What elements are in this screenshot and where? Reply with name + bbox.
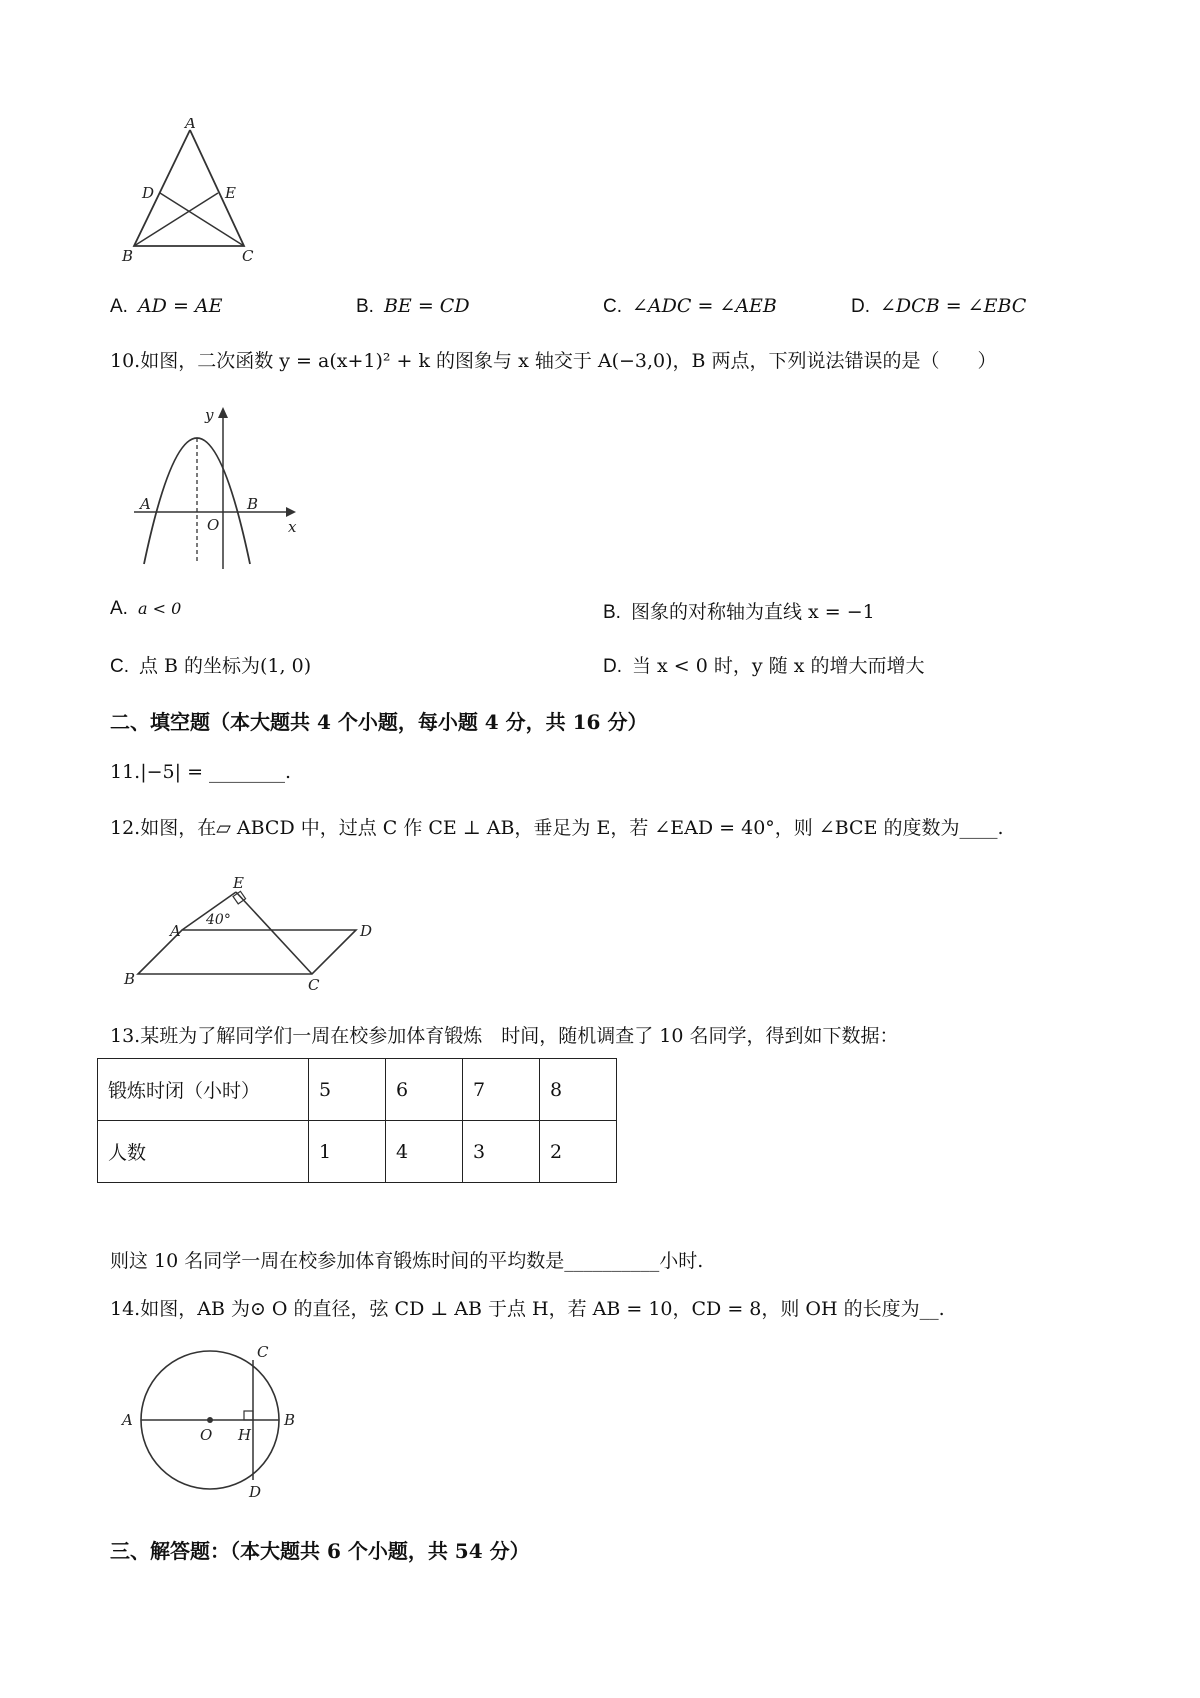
table-cell: 2 bbox=[540, 1121, 617, 1183]
q9-option-a-text: AD = AE bbox=[137, 295, 223, 317]
table-cell: 5 bbox=[309, 1059, 386, 1121]
q9-label-a: A bbox=[185, 118, 196, 132]
q13-data-table bbox=[97, 1058, 617, 1183]
q12-label-b: B bbox=[124, 970, 136, 988]
table-cell: 4 bbox=[386, 1121, 463, 1183]
q12-parallelogram-figure bbox=[118, 872, 378, 994]
q9-option-a-label: A. bbox=[110, 296, 128, 317]
table-cell: 1 bbox=[309, 1121, 386, 1183]
q10-stem: 10.如图，二次函数 y = a(x+1)² + k 的图象与 x 轴交于 A(−3,0)，B 两点，下列说法错误的是（ ） bbox=[110, 350, 997, 372]
q14-label-d: D bbox=[249, 1483, 262, 1501]
table-row bbox=[98, 1059, 617, 1121]
q9-option-c[interactable] bbox=[603, 295, 777, 318]
q12-label-c: C bbox=[308, 976, 320, 994]
q9-option-d-label: D. bbox=[851, 296, 870, 317]
q14-label-o: O bbox=[200, 1426, 213, 1444]
q14-label-b: B bbox=[284, 1411, 296, 1429]
q9-label-e: E bbox=[225, 184, 236, 202]
q9-option-c-text: ∠ADC = ∠AEB bbox=[632, 295, 777, 317]
q12-label-a: A bbox=[170, 922, 181, 940]
q9-option-a[interactable] bbox=[110, 295, 223, 318]
q10-label-o: O bbox=[207, 516, 220, 534]
table-cell: 锻炼时闭（小时） bbox=[98, 1059, 309, 1121]
q12-label-d: D bbox=[360, 922, 373, 940]
q14-label-h: H bbox=[238, 1426, 252, 1444]
q9-option-d-text: ∠DCB = ∠EBC bbox=[880, 295, 1027, 317]
q9-label-d: D bbox=[142, 184, 155, 202]
q14-label-a: A bbox=[122, 1411, 133, 1429]
table-row bbox=[98, 1121, 617, 1183]
q10-option-a-label: A. bbox=[110, 598, 128, 619]
q10-option-c-text: 点 B 的坐标为(1, 0) bbox=[139, 655, 312, 677]
q10-option-c-label: C. bbox=[110, 656, 129, 677]
q12-text: 12.如图，在▱ ABCD 中，过点 C 作 CE ⊥ AB，垂足为 E，若 ∠EAD = 40°，则 ∠BCE 的度数为____. bbox=[110, 817, 1004, 839]
section-3-heading: 三、解答题：（本大题共 6 个小题，共 54 分） bbox=[110, 1539, 530, 1563]
q9-option-c-label: C. bbox=[603, 296, 622, 317]
q14-circle-figure bbox=[118, 1342, 318, 1502]
q12-label-angle: 40° bbox=[206, 912, 231, 928]
q10-option-c[interactable] bbox=[110, 651, 311, 678]
q13-followup: 则这 10 名同学一周在校参加体育锻炼时间的平均数是__________小时. bbox=[110, 1250, 704, 1272]
q10-parabola-figure bbox=[124, 404, 304, 574]
q13-text: 13.某班为了解同学们一周在校参加体育锻炼 时间，随机调查了 10 名同学，得到如下数据： bbox=[110, 1025, 899, 1047]
q9-option-b-label: B. bbox=[356, 296, 374, 317]
q14-label-c: C bbox=[257, 1343, 269, 1361]
q10-option-b-text: 图象的对称轴为直线 x = −1 bbox=[630, 601, 875, 623]
q10-label-a: A bbox=[140, 495, 151, 513]
q9-triangle-figure bbox=[120, 118, 260, 268]
q10-option-d-label: D. bbox=[603, 656, 622, 677]
q9-option-b-text: BE = CD bbox=[383, 295, 470, 317]
q10-option-a-text: a < 0 bbox=[137, 599, 182, 618]
q10-option-d[interactable] bbox=[603, 651, 924, 678]
table-cell: 3 bbox=[463, 1121, 540, 1183]
q9-option-d[interactable] bbox=[851, 295, 1026, 318]
q14-text: 14.如图，AB 为⊙ O 的直径，弦 CD ⊥ AB 于点 H，若 AB = 10，CD = 8，则 OH 的长度为__. bbox=[110, 1298, 945, 1320]
q10-label-x: x bbox=[288, 518, 297, 536]
section-2-heading: 二、填空题（本大题共 4 个小题，每小题 4 分，共 16 分） bbox=[110, 710, 648, 734]
q10-option-b[interactable] bbox=[603, 597, 875, 624]
q9-option-b[interactable] bbox=[356, 295, 470, 318]
q10-option-d-text: 当 x < 0 时，y 随 x 的增大而增大 bbox=[632, 655, 925, 677]
table-cell: 6 bbox=[386, 1059, 463, 1121]
table-cell: 8 bbox=[540, 1059, 617, 1121]
q10-label-b: B bbox=[247, 495, 259, 513]
q12-label-e: E bbox=[233, 874, 244, 892]
table-cell: 7 bbox=[463, 1059, 540, 1121]
q10-label-y: y bbox=[205, 406, 214, 424]
q10-option-a[interactable] bbox=[110, 597, 181, 620]
q9-label-b: B bbox=[122, 247, 134, 265]
q10-option-b-label: B. bbox=[603, 602, 621, 623]
q11-text: 11.|−5| = ________. bbox=[110, 761, 292, 783]
table-cell: 人数 bbox=[98, 1121, 309, 1183]
q9-label-c: C bbox=[242, 247, 254, 265]
